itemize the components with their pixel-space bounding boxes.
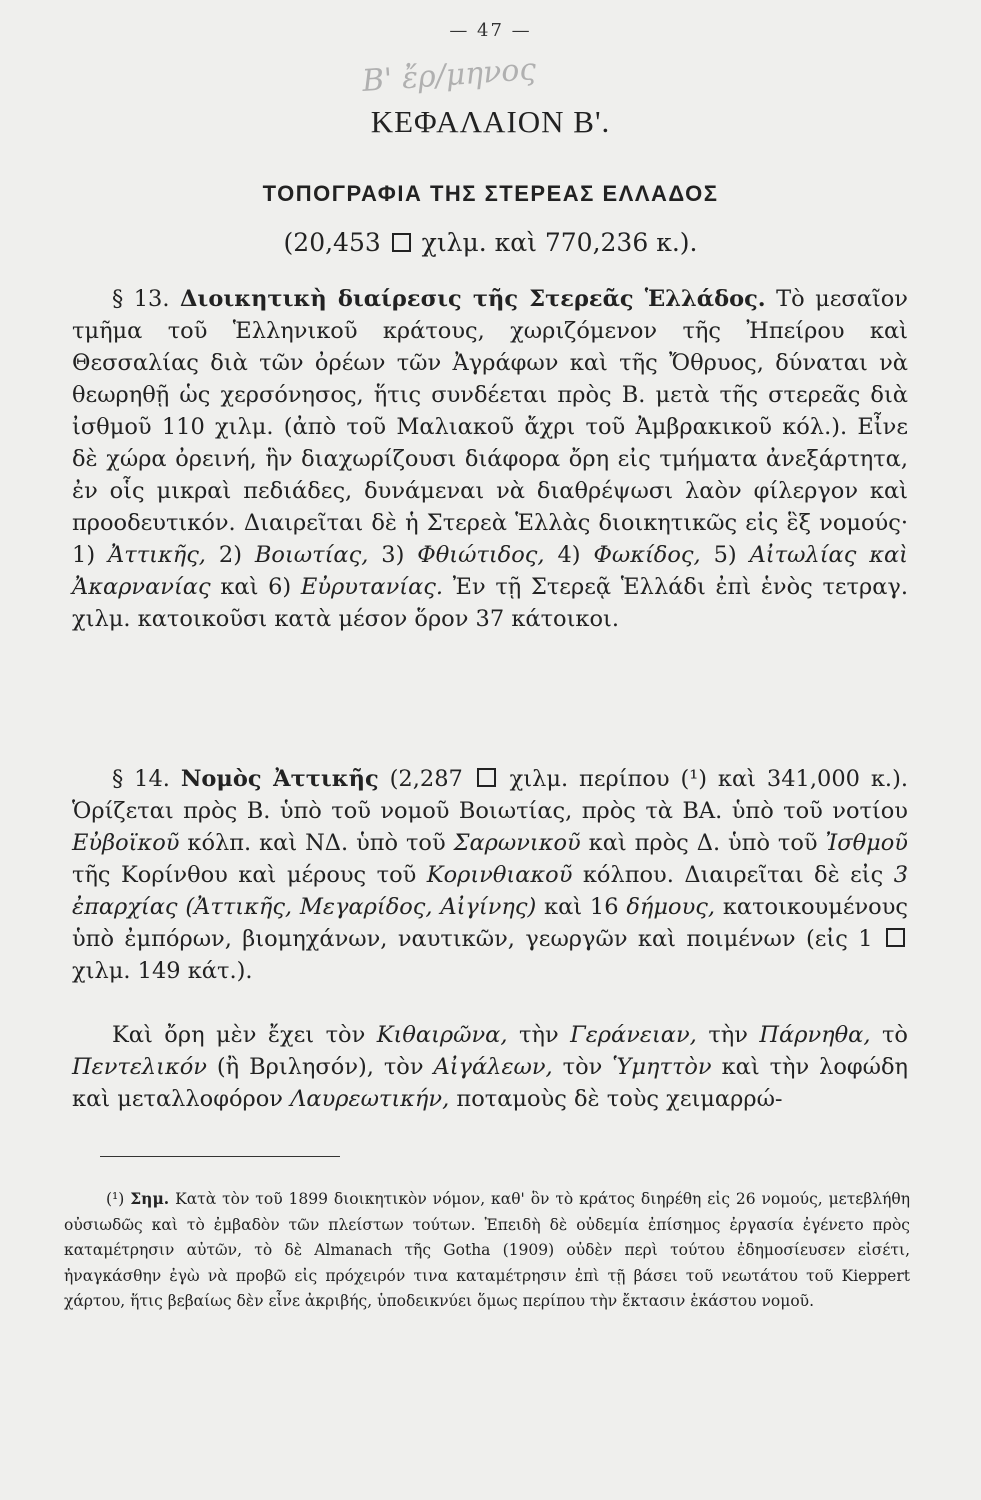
text: 5) <box>713 542 737 568</box>
section-heading: Διοικητικὴ διαίρεσις τῆς Στερεᾶς Ἑλλάδος. <box>179 286 766 312</box>
section-heading: Νομὸς Ἀττικῆς <box>180 766 379 792</box>
mountain-name: Γεράνειαν, <box>570 1022 697 1048</box>
text: τὸν <box>562 1054 603 1080</box>
nomos-name: Αἰτωλίας καὶ Ἀκαρνανίας <box>72 542 908 600</box>
text: καὶ 16 <box>544 894 619 920</box>
stats-area: (20,453 <box>283 228 381 257</box>
pencil-annotation: Β' ἔρ/μηνος <box>360 51 538 100</box>
text: τῆς Κορίνθου καὶ μέρους τοῦ <box>72 862 417 888</box>
section-13 <box>72 283 908 635</box>
text: Καὶ ὄρη μὲν ἔχει τὸν <box>112 1022 366 1048</box>
chapter-title: ΚΕΦΑΛΑΙΟΝ Β'. <box>370 104 611 139</box>
square-icon <box>477 768 496 787</box>
text: καὶ 6) <box>220 574 292 600</box>
mountain-name: Λαυρεωτικήν, <box>290 1086 450 1112</box>
text: καὶ πρὸς Δ. ὑπὸ τοῦ <box>588 830 818 856</box>
mountain-name: Ὑμηττὸν <box>612 1054 712 1080</box>
nomos-name: Φωκίδος, <box>593 542 701 568</box>
place-name: Ἰσθμοῦ <box>825 830 908 856</box>
paragraph-mountains <box>72 1019 908 1115</box>
mountain-name: Πεντελικόν <box>72 1054 207 1080</box>
mountain-name: Πάρνηθα, <box>759 1022 871 1048</box>
section-title: ΤΟΠΟΓΡΑΦΙΑ ΤΗΣ ΣΤΕΡΕΑΣ ΕΛΛΑΔΟΣ <box>262 181 719 206</box>
footnote-label: Σημ. <box>130 1189 170 1208</box>
place-name: Σαρωνικοῦ <box>453 830 581 856</box>
text: 4) <box>557 542 581 568</box>
mountain-name: Αἰγάλεων, <box>433 1054 553 1080</box>
stats-rest: χιλμ. καὶ 770,236 κ.). <box>421 228 698 257</box>
page-number: — 47 — <box>449 20 532 41</box>
text: (ἢ Βριλησόν), τὸν <box>216 1054 424 1080</box>
text: Ἐν τῇ Στερεᾷ Ἑλλάδι ἐπὶ ἑνὸς τετραγ. χιλμ. κατοικοῦσι κατὰ μέσον ὅρον 37 κάτοικοι. <box>72 574 909 632</box>
section-mark: § 13. <box>112 286 170 312</box>
text: ποταμοὺς δὲ τοὺς χειμαρρώ- <box>456 1086 783 1112</box>
paragraph <box>72 763 908 987</box>
text: κόλπ. καὶ ΝΔ. ὑπὸ τοῦ <box>187 830 446 856</box>
place-name: Εὐβοϊκοῦ <box>72 830 180 856</box>
text: 2) <box>218 542 242 568</box>
footnote-mark: (¹) <box>106 1190 125 1208</box>
text: κόλπου. Διαιρεῖται δὲ εἰς <box>582 862 884 888</box>
text: καὶ τὴν λοφώδη καὶ μεταλλοφόρον <box>72 1054 909 1112</box>
place-name: Κορινθιακοῦ <box>426 862 573 888</box>
footnote-divider <box>100 1156 340 1157</box>
place-name: δήμους, <box>626 894 716 920</box>
paragraph <box>72 1019 908 1115</box>
area-population-stats <box>0 228 981 257</box>
place-name: 3 ἐπαρχίας (Ἀττικῆς, Μεγαρίδος, Αἰγίνης) <box>72 862 909 920</box>
text: τὸ <box>881 1022 908 1048</box>
section-14 <box>72 763 908 987</box>
footnote <box>64 1186 910 1315</box>
text: (2,287 <box>389 766 463 792</box>
mountain-name: Κιθαιρῶνα, <box>376 1022 508 1048</box>
footnote-text <box>64 1186 910 1315</box>
nomos-name: Φθιώτιδος, <box>417 542 545 568</box>
nomos-name: Βοιωτίας, <box>254 542 369 568</box>
text: τὴν <box>519 1022 559 1048</box>
square-icon <box>392 233 411 252</box>
text: Τὸ μεσαῖον τμῆμα τοῦ Ἑλληνικοῦ κράτους, χωριζόμενον τῆς Ἠπείρου καὶ Θεσσαλίας διὰ τῶν ὀρέων τῶν Ἀγράφων καὶ τῆς Ὄθρυος, δύναται νὰ θεωρηθῇ ὡς χερσόνησος, ἥτις συνδέεται πρὸς Β. μετὰ τῆς στερεᾶς διὰ ἰσθμοῦ 110 χιλμ. (ἀπὸ τοῦ Μαλιακοῦ ἄχρι τοῦ Ἀμβρακικοῦ κόλ.). Εἶνε δὲ χώρα ὀρεινή, ἣν διαχωρίζουσι διάφορα ὄρη εἰς τμήματα ἀνεξάρτητα, ἐν οἷς μικραὶ πεδιάδες, δυνάμεναι νὰ διαθρέψωσι λαὸν φίλεργον καὶ προοδευτικόν. Διαιρεῖται δὲ ἡ Στερεὰ Ἑλλὰς διοικητικῶς εἰς ἓξ νομούς· 1) <box>72 286 908 568</box>
nomos-name: Εὐρυτανίας. <box>300 574 444 600</box>
text: χιλμ. 149 κάτ.). <box>72 958 253 984</box>
section-mark: § 14. <box>112 766 170 792</box>
text: τὴν <box>708 1022 748 1048</box>
text: 3) <box>381 542 405 568</box>
text: κατοικουμένους ὑπὸ ἐμπόρων, βιομηχάνων, ναυτικῶν, γεωργῶν καὶ ποιμένων (εἰς 1 <box>72 894 908 952</box>
footnote-body: Κατὰ τὸν τοῦ 1899 διοικητικὸν νόμον, καθ' ὃν τὸ κράτος διηρέθη εἰς 26 νομούς, μετεβλήθη οὐσιωδῶς καὶ τὸ ἐμβαδὸν τῶν πλείστων τούτων. Ἐπειδὴ δὲ οὐδεμία ἐπίσημος ἐργασία ἐγένετο πρὸς καταμέτρησιν αὐτῶν, τὸ δὲ Almanach τῆς Gotha (1909) οὐδὲν περὶ τούτου ἐδημοσίευσεν εἰσέτι, ἠναγκάσθην ἐγὼ νὰ προβῶ εἰς πρόχειρόν τινα καταμέτρησιν ἐπὶ τῇ βάσει τοῦ νεωτάτου τοῦ Kieppert χάρτου, ἥτις βεβαίως δὲν εἶνε ἀκριβής, ὑποδεικνύει ὅμως περίπου τὴν ἔκτασιν ἑκάστου νομοῦ. <box>64 1190 911 1310</box>
text: χιλμ. περίπου (¹) καὶ 341,000 κ.). Ὁρίζεται πρὸς Β. ὑπὸ τοῦ νομοῦ Βοιωτίας, πρὸς τὰ ΒΑ. ὑπὸ τοῦ νοτίου <box>72 766 908 824</box>
paragraph <box>72 283 908 635</box>
square-icon <box>886 928 905 947</box>
nomos-name: Ἀττικῆς, <box>108 542 206 568</box>
